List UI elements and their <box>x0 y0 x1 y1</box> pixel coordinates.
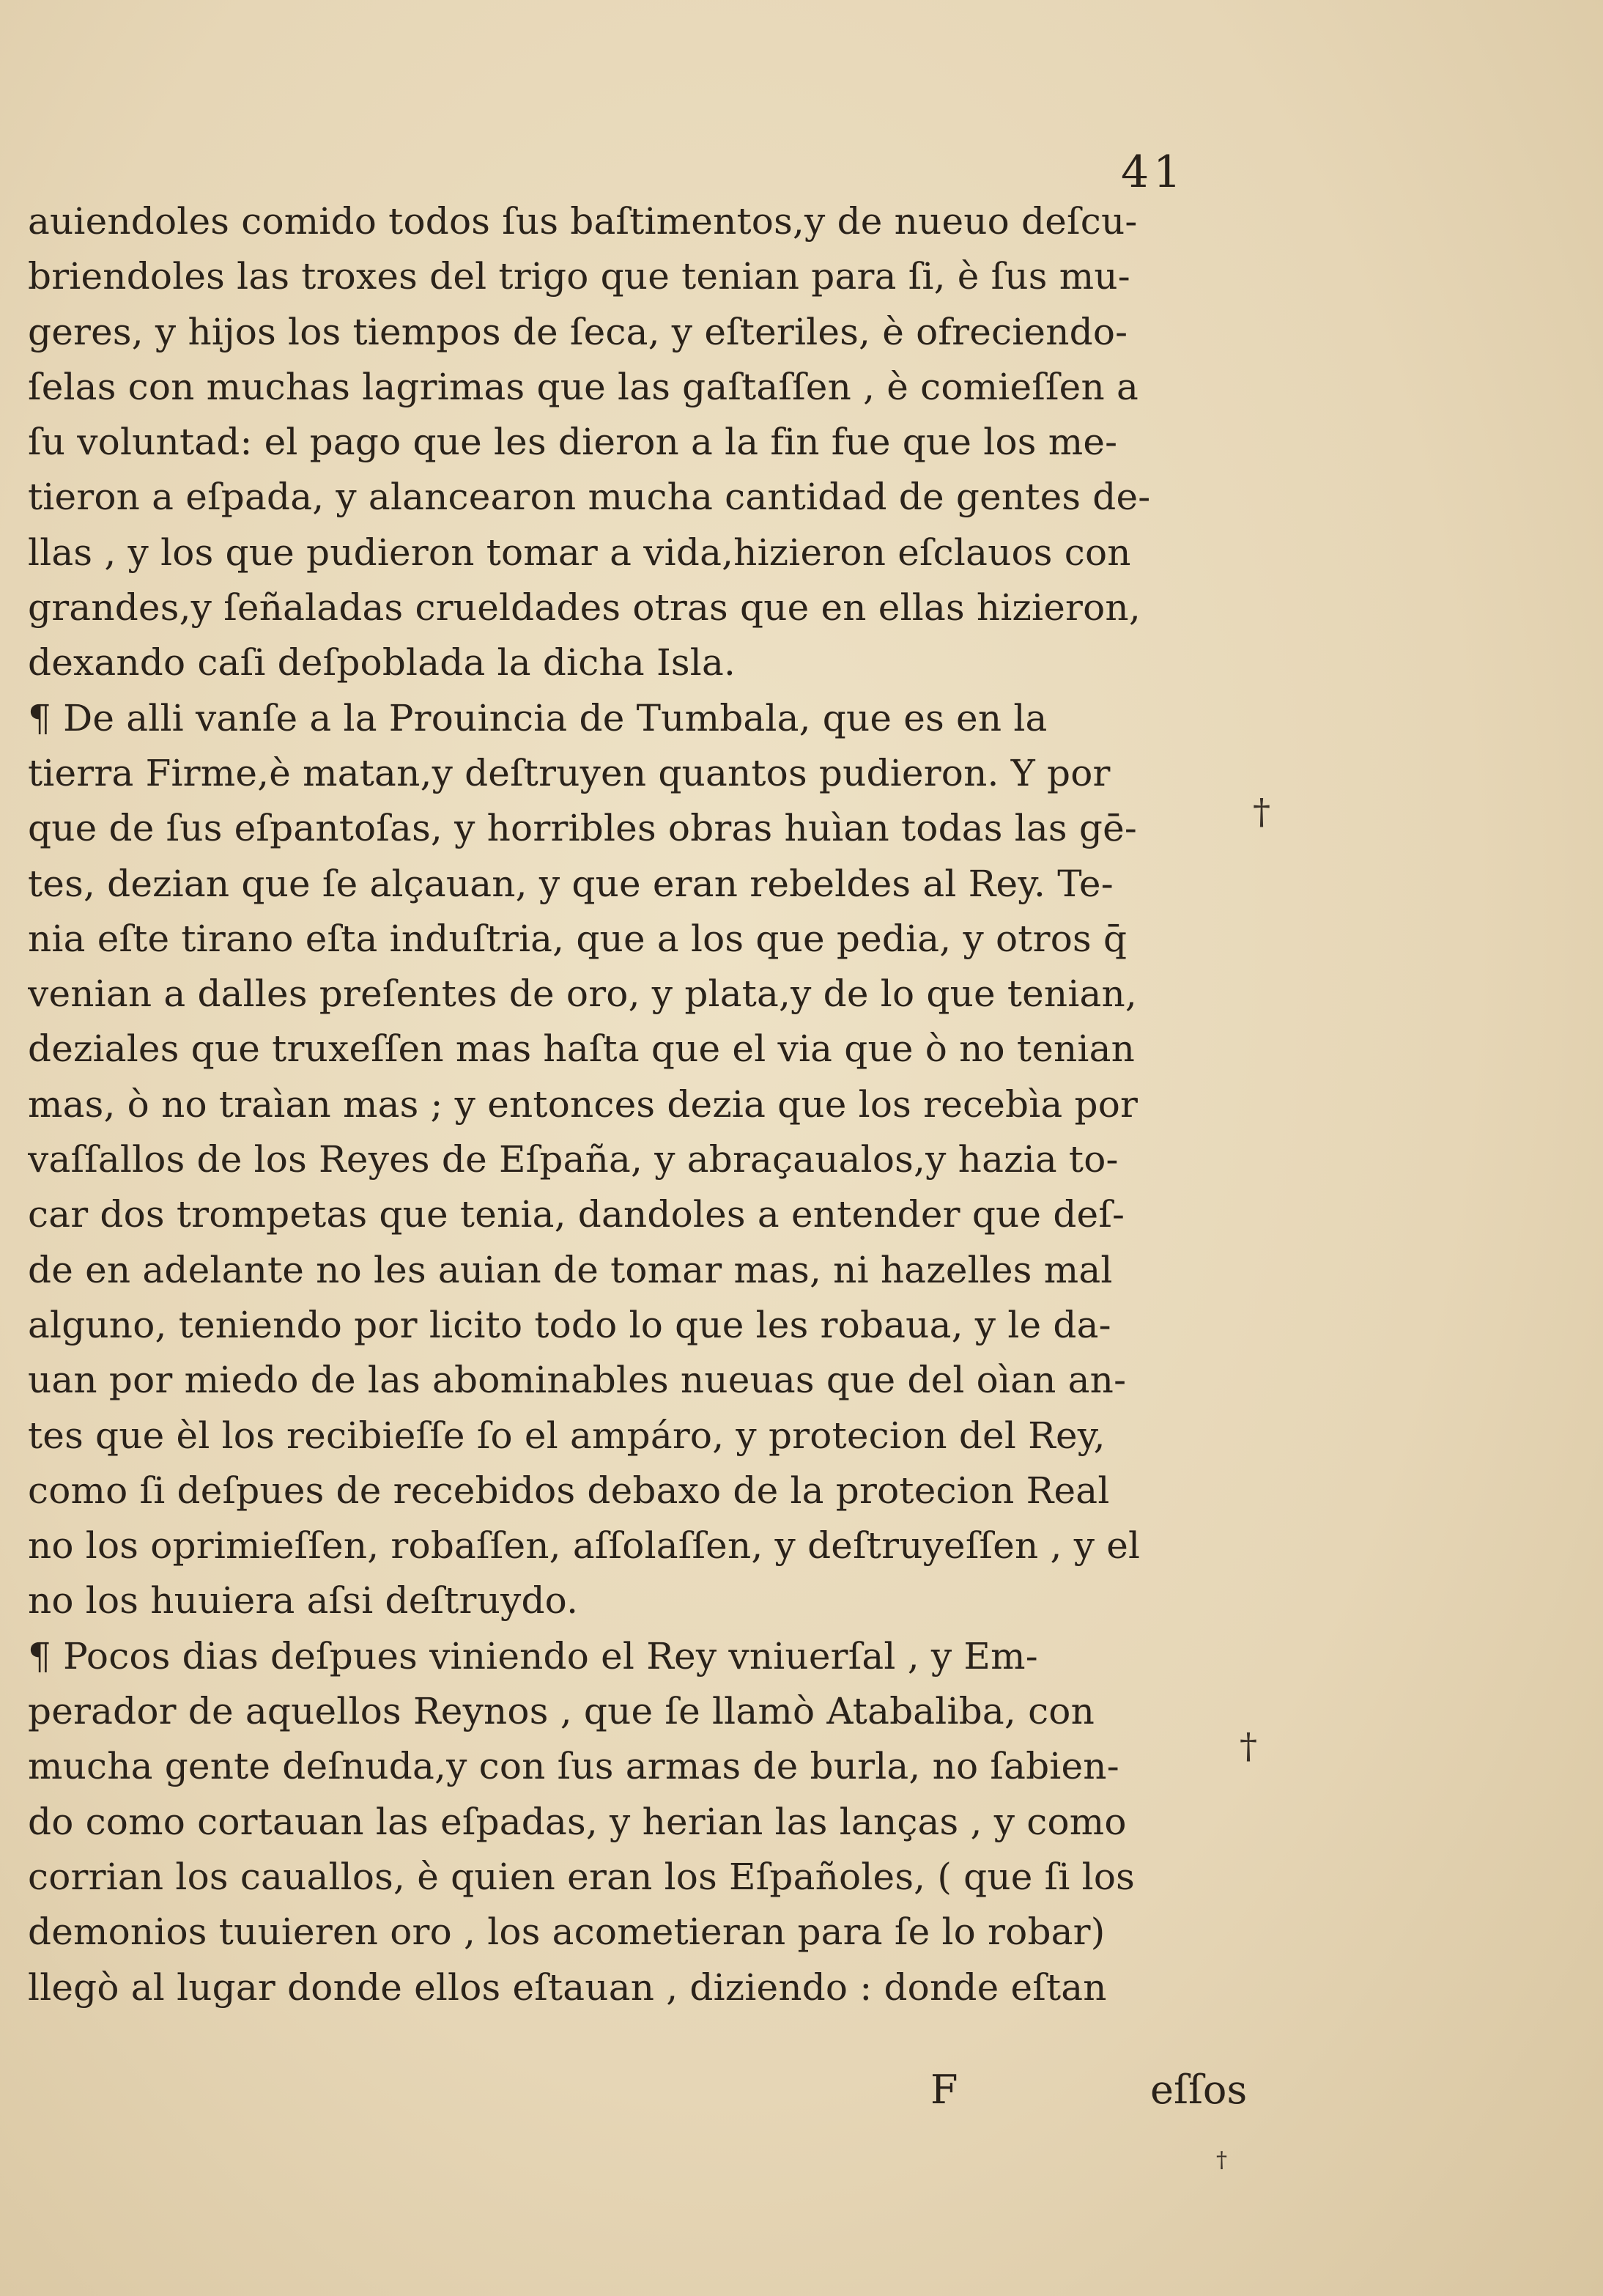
text-line: mucha gente deſnuda,y con ſus armas de burla, no ſabien- <box>28 1745 1119 1788</box>
text-line: vaſſallos de los Reyes de Eſpaña, y abraçaualos,y hazia to- <box>28 1138 1119 1181</box>
text-line: alguno, teniendo por licito todo lo que les robaua, y le da- <box>28 1303 1111 1346</box>
text-line: no los oprimieſſen, robaſſen, aſſolaſſen, y deſtruyeſſen , y el <box>28 1524 1141 1568</box>
text-line: geres, y hijos los tiempos de ſeca, y eſteriles, è ofreciendo- <box>28 310 1128 353</box>
text-line: tes que èl los recibieſſe ſo el ampáro, y protecion del Rey, <box>28 1414 1106 1457</box>
text-line: de en adelante no les auian de tomar mas, ni hazelles mal <box>28 1248 1113 1291</box>
text-line: llas , y los que pudieron tomar a vida,hizieron eſclauos con <box>28 531 1131 574</box>
text-line: auiendoles comido todos ſus baſtimentos,y de nueuo deſcu- <box>28 200 1138 243</box>
text-line: ſelas con muchas lagrimas que las gaſtaſſen , è comieſſen a <box>28 365 1139 408</box>
page-number: 41 <box>1121 147 1186 198</box>
text-line: tes, dezian que ſe alçauan, y que eran rebeldes al Rey. Te- <box>28 862 1114 905</box>
text-line: ¶ De alli vanſe a la Prouincia de Tumbala, que es en la <box>28 696 1048 739</box>
signature-mark: F <box>930 2067 958 2113</box>
text-line: demonios tuuieren oro , los acometieran para ſe lo robar) <box>28 1911 1106 1954</box>
text-line: mas, ò no traìan mas ; y entonces dezia que los recebìa por <box>28 1082 1139 1126</box>
text-line: venian a dalles preſentes de oro, y plata,y de lo que tenian, <box>28 972 1138 1016</box>
catchword: eſſos <box>1150 2067 1248 2113</box>
text-line: deziales que truxeſſen mas haſta que el via que ò no tenian <box>28 1027 1136 1071</box>
text-line: briendoles las troxes del trigo que tenian para ſi, è ſus mu- <box>28 255 1130 298</box>
text-line: dexando caſi deſpoblada la dicha Isla. <box>28 641 736 684</box>
text-line: nia eſte tirano eſta induſtria, que a los que pedia, y otros q̄ <box>28 917 1128 960</box>
margin-cross-mark: † <box>1216 2147 1227 2173</box>
text-line: corrian los cauallos, è quien eran los Eſpañoles, ( que ſi los <box>28 1855 1136 1898</box>
margin-cross-mark: † <box>1240 1726 1257 1767</box>
text-line: car dos trompetas que tenia, dandoles a entender que deſ- <box>28 1193 1125 1236</box>
body-text <box>28 194 1244 2015</box>
page-footer <box>0 2067 1603 2140</box>
text-line: perador de aquellos Reynos , que ſe llamò Atabaliba, con <box>28 1690 1095 1733</box>
text-line: uan por miedo de las abominables nueuas que del oìan an- <box>28 1359 1127 1402</box>
text-line: que de ſus eſpantoſas, y horribles obras huìan todas las gē- <box>28 807 1137 850</box>
text-line: no los huuiera aſsi deſtruydo. <box>28 1579 579 1623</box>
text-line: tieron a eſpada, y alancearon mucha cantidad de gentes de- <box>28 476 1151 519</box>
text-line: tierra Firme,è matan,y deſtruyen quantos pudieron. Y por <box>28 751 1111 794</box>
text-line: do como cortauan las eſpadas, y herian las lanças , y como <box>28 1800 1127 1843</box>
text-line: llegò al lugar donde ellos eſtauan , diziendo : donde eſtan <box>28 1965 1107 2009</box>
margin-cross-mark: † <box>1253 791 1270 833</box>
text-line: como ſi deſpues de recebidos debaxo de la protecion Real <box>28 1469 1110 1512</box>
text-line: ¶ Pocos dias deſpues viniendo el Rey vniuerſal , y Em- <box>28 1634 1038 1677</box>
text-line: ſu voluntad: el pago que les dieron a la fin fue que los me- <box>28 421 1118 464</box>
text-line: grandes,y ſeñaladas crueldades otras que en ellas hizieron, <box>28 586 1141 630</box>
